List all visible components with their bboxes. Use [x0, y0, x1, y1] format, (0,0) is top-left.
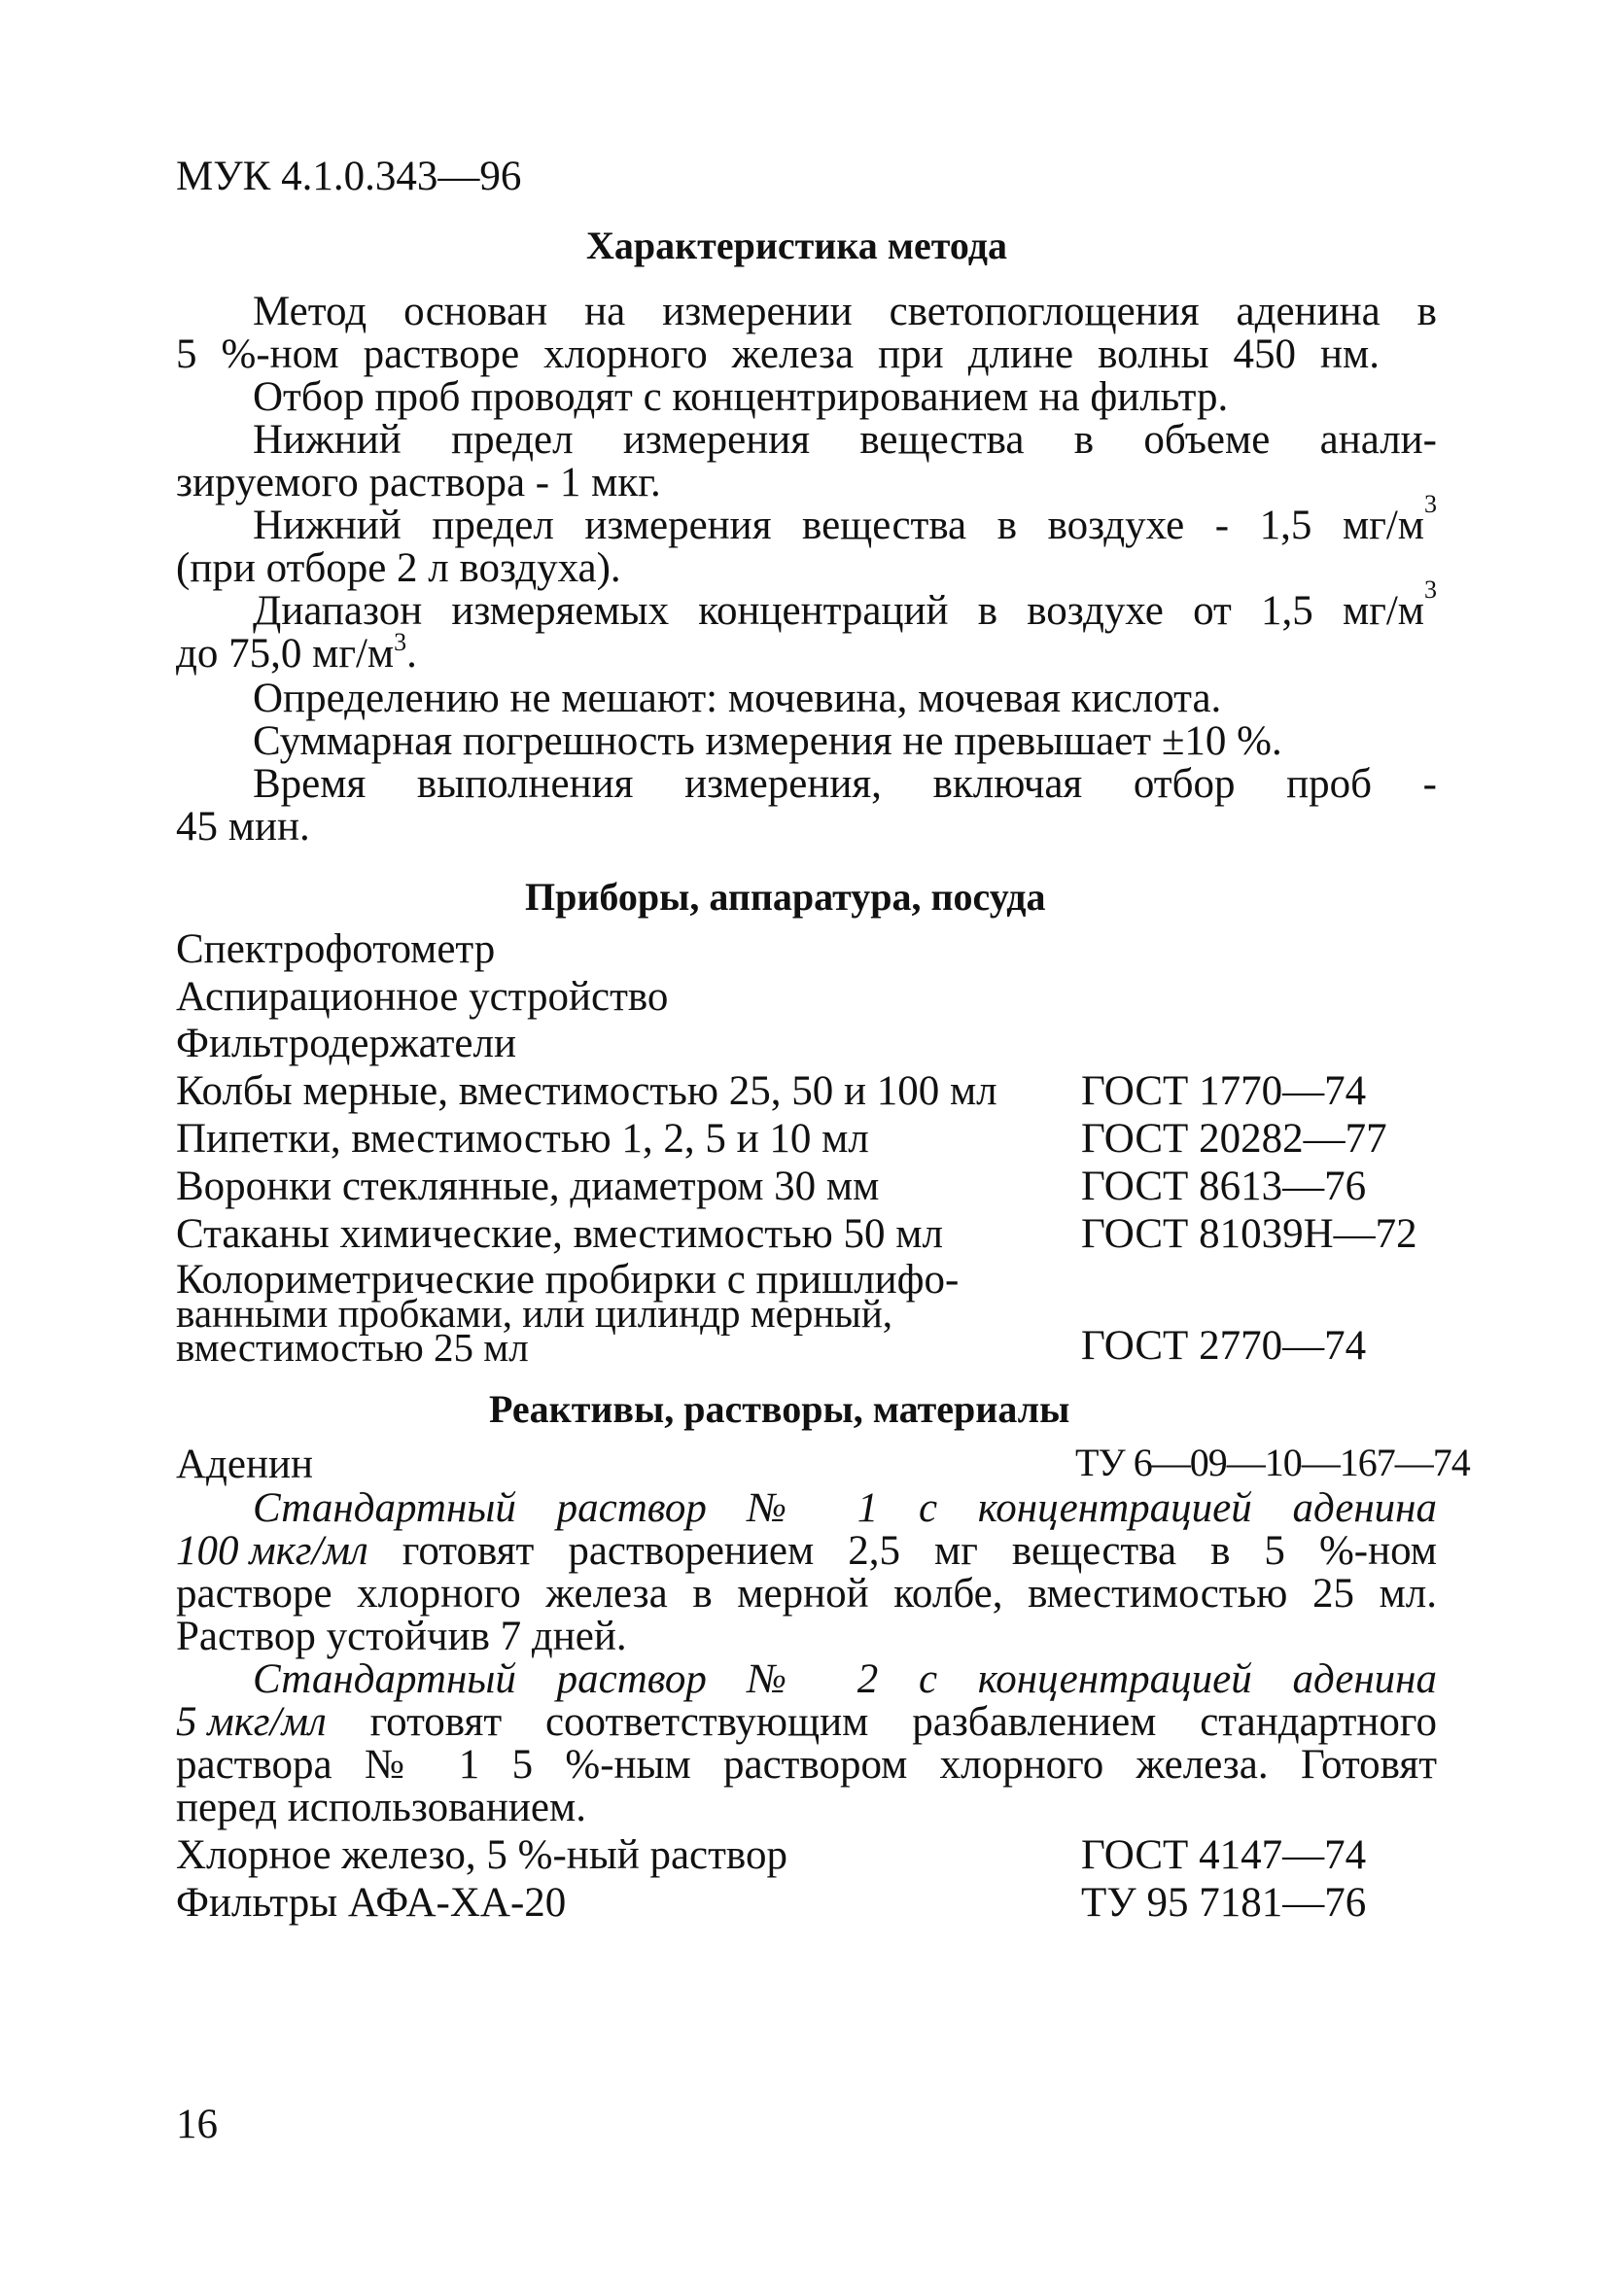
standard-solution-1-line-4: Раствор устойчив 7 дней.	[176, 1614, 627, 1659]
equipment-standard: ГОСТ 2770—74	[1081, 1323, 1367, 1369]
superscript-3: 3	[1424, 490, 1437, 518]
equipment-item: Стаканы химические, вместимостью 50 мл	[176, 1211, 943, 1257]
method-line-12: Время выполнения измерения, включая отбор проб -	[253, 761, 1437, 807]
equipment-item-multiline-3: вместимостью 25 мл	[176, 1325, 529, 1370]
method-line-9-end: .	[406, 631, 417, 677]
section-title-equipment: Приборы, аппаратура, посуда	[525, 875, 1046, 919]
method-line-4: Нижний предел измерения вещества в объеме анали-	[253, 417, 1437, 463]
equipment-item-multiline-1: Колориметрические пробирки с пришлифо-	[176, 1257, 960, 1303]
section-title-reagents: Реактивы, растворы, материалы	[489, 1387, 1070, 1431]
material-filters: Фильтры АФА-ХА-20	[176, 1880, 567, 1926]
method-line-3: Отбор проб проводят с концентрированием на фильтр.	[253, 374, 1229, 420]
method-line-8	[253, 575, 1437, 634]
equipment-item-multiline-2: ванными пробками, или цилиндр мерный,	[176, 1291, 893, 1336]
material-filters-standard: ТУ 95 7181—76	[1081, 1880, 1367, 1926]
equipment-item: Фильтродержатели	[176, 1021, 516, 1066]
reagent-iron-chloride: Хлорное железо, 5 %-ный раствор	[176, 1832, 787, 1878]
superscript-3: 3	[394, 628, 407, 656]
reagent-iron-chloride-standard: ГОСТ 4147—74	[1081, 1832, 1367, 1878]
method-line-1: Метод основан на измерении светопоглощения аденина в	[253, 289, 1437, 334]
reagent-adenine: Аденин	[176, 1442, 314, 1487]
method-line-7: (при отборе 2 л воздуха).	[176, 545, 621, 591]
standard-solution-2-line-2	[176, 1701, 1437, 1743]
standard-solution-1-line-2	[176, 1530, 1437, 1572]
method-line-9	[176, 628, 417, 677]
standard-solution-1-line-3: растворе хлорного железа в мерной колбе, вместимостью 25 мл.	[176, 1571, 1437, 1617]
method-line-11: Суммарная погрешность измерения не превышает ±10 %.	[253, 718, 1282, 764]
equipment-standard: ГОСТ 1770—74	[1081, 1068, 1367, 1114]
standard-solution-1-concentration: 100 мкг/мл	[176, 1528, 368, 1574]
standard-solution-1-text: готовят растворением 2,5 мг вещества в 5 %-ном	[367, 1528, 1437, 1574]
method-line-10: Определению не мешают: мочевина, мочевая кислота.	[253, 676, 1222, 721]
method-line-6-text: Нижний предел измерения вещества в воздухе - 1,5 мг/м	[253, 503, 1424, 548]
equipment-standard: ГОСТ 20282—77	[1081, 1116, 1387, 1162]
document-code: МУК 4.1.0.343—96	[176, 154, 522, 199]
equipment-standard: ГОСТ 81039Н—72	[1081, 1211, 1417, 1257]
superscript-3: 3	[1424, 575, 1437, 604]
method-line-6	[253, 490, 1437, 548]
method-line-2: 5 %-ном растворе хлорного железа при длине волны 450 нм.	[176, 331, 1380, 377]
equipment-item: Колбы мерные, вместимостью 25, 50 и 100 мл	[176, 1068, 997, 1114]
reagent-adenine-standard: ТУ 6—09—10—167—74	[1075, 1441, 1470, 1484]
equipment-item: Пипетки, вместимостью 1, 2, 5 и 10 мл	[176, 1116, 869, 1162]
equipment-item: Воронки стеклянные, диаметром 30 мм	[176, 1164, 880, 1209]
equipment-item: Аспирационное устройство	[176, 974, 669, 1020]
standard-solution-2-line-1: Стандартный раствор № 2 с концентрацией аденина	[253, 1656, 1437, 1702]
method-line-8-text: Диапазон измеряемых концентраций в воздухе от 1,5 мг/м	[253, 588, 1424, 634]
section-title-method: Характеристика метода	[586, 224, 1007, 267]
standard-solution-2-concentration: 5 мкг/мл	[176, 1699, 327, 1745]
standard-solution-2-text: готовят соответствующим разбавлением стандартного	[326, 1699, 1437, 1745]
page-number: 16	[176, 2102, 218, 2147]
standard-solution-1-line-1: Стандартный раствор № 1 с концентрацией аденина	[253, 1485, 1437, 1531]
method-line-5: зируемого раствора - 1 мкг.	[176, 460, 661, 505]
method-line-13: 45 мин.	[176, 804, 310, 850]
equipment-standard: ГОСТ 8613—76	[1081, 1164, 1367, 1209]
method-line-9-text: до 75,0 мг/м	[176, 631, 395, 677]
standard-solution-2-line-3: раствора № 1 5 %-ным раствором хлорного железа. Готовят	[176, 1742, 1437, 1788]
standard-solution-2-line-4: перед использованием.	[176, 1785, 586, 1830]
equipment-item: Спектрофотометр	[176, 926, 496, 972]
